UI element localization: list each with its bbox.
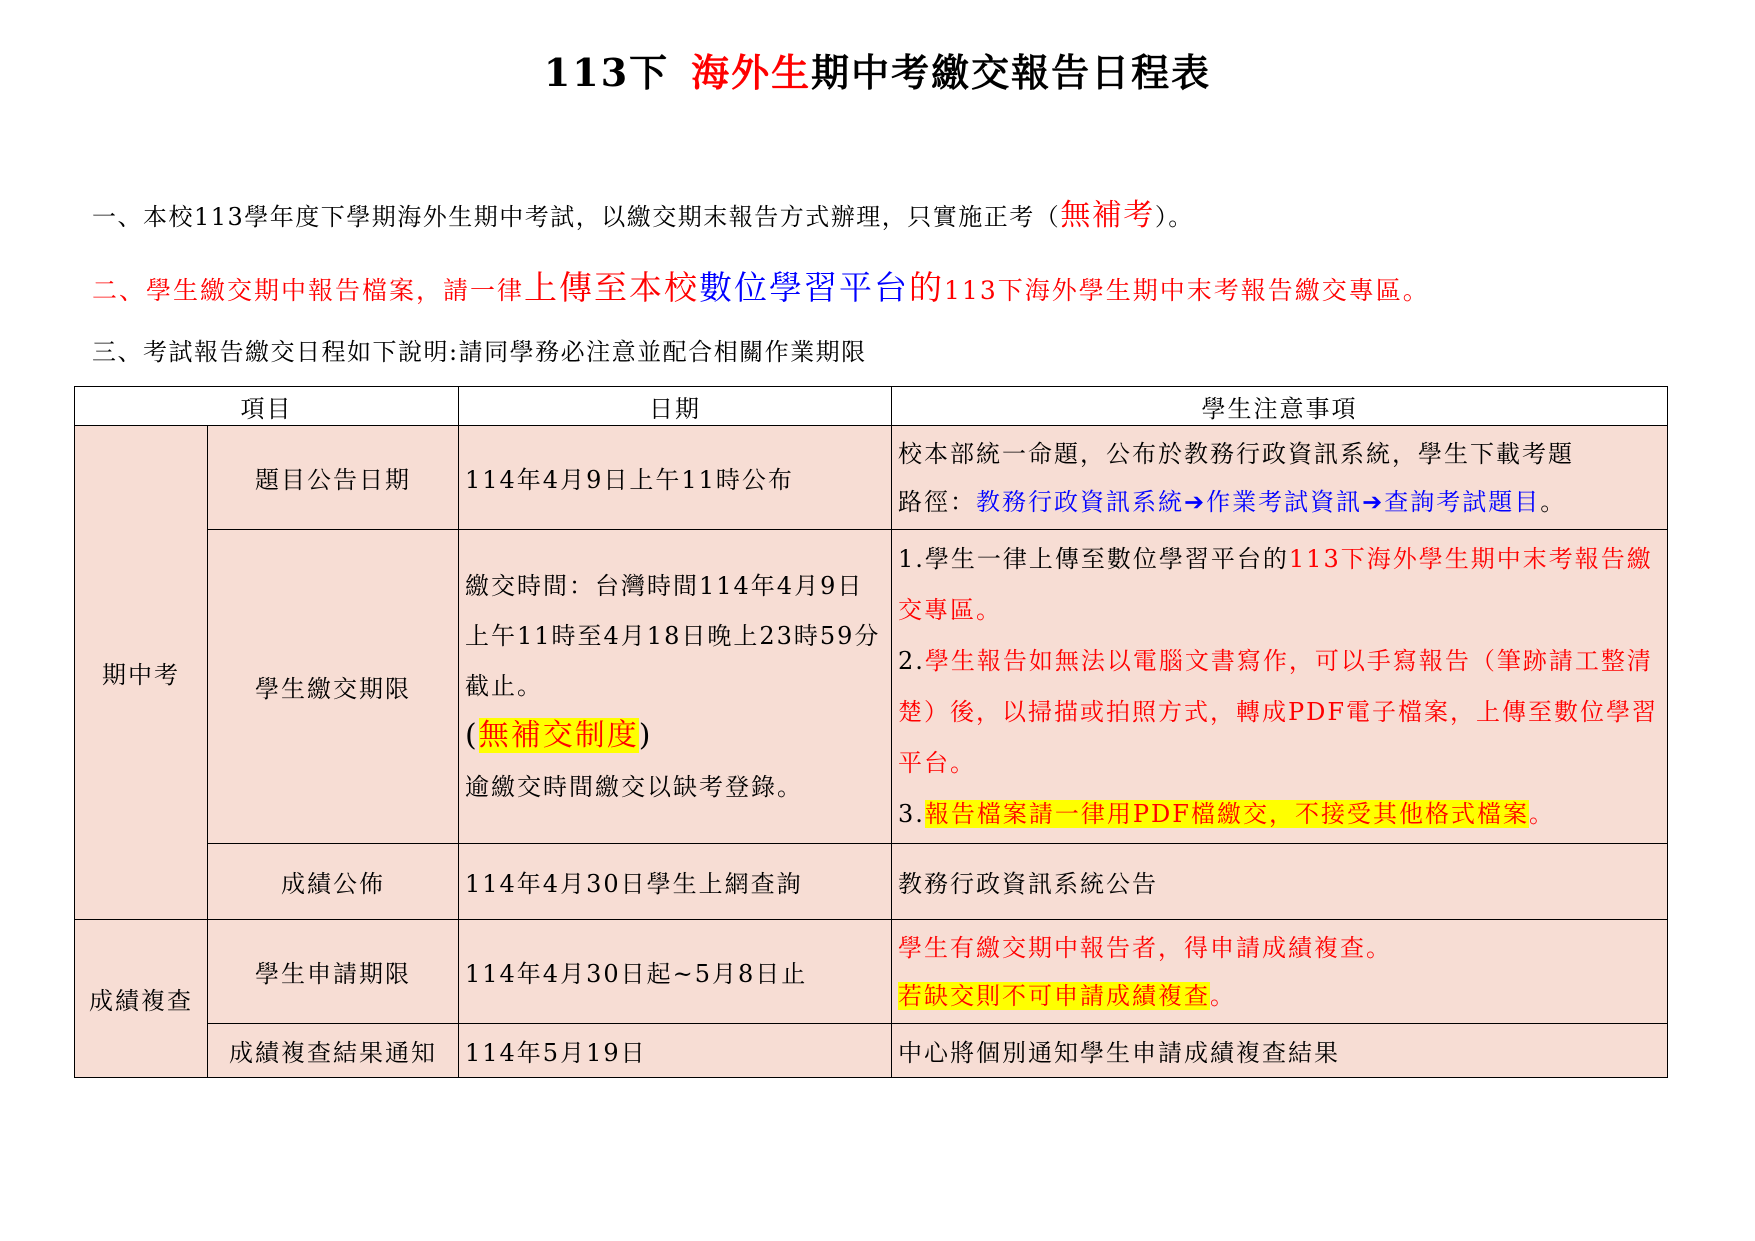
title-suffix: 期中考繳交報告日程表	[811, 50, 1212, 95]
header-notes: 學生注意事項	[892, 387, 1668, 426]
row-item: 成績公佈	[208, 844, 459, 920]
row-date: 114年5月19日	[459, 1024, 892, 1078]
pdf-only-notice: 報告檔案請一律用PDF檔繳交，不接受其他格式檔案	[924, 799, 1529, 828]
schedule-table	[74, 386, 1668, 1078]
header-date: 日期	[459, 387, 892, 426]
row-notes: 中心將個別通知學生申請成績複查結果	[892, 1024, 1668, 1078]
section-midterm: 期中考	[75, 426, 208, 920]
header-item: 項目	[75, 387, 459, 426]
no-late-submission: 無補交制度	[478, 718, 639, 753]
section-grade-review: 成績複查	[75, 920, 208, 1078]
item-one: 一、本校113學年度下學期海外生期中考試，以繳交期末報告方式辦理，只實施正考（無補考）。	[92, 198, 1194, 233]
table-row	[75, 844, 1668, 920]
row-notes: 校本部統一命題，公布於教務行政資訊系統，學生下載考題 路徑：教務行政資訊系統➔作業考試資訊➔查詢考試題目。	[892, 426, 1668, 530]
row-item: 成績複查結果通知	[208, 1024, 459, 1078]
row-date: 114年4月30日學生上網查詢	[459, 844, 892, 920]
row-date: 繳交時間：台灣時間114年4月9日上午11時至4月18日晚上23時59分截止。 (無補交制度) 逾繳交時間繳交以缺考登錄。	[459, 530, 892, 844]
platform-name: 數位學習平台	[699, 268, 910, 307]
row-item: 學生申請期限	[208, 920, 459, 1024]
item-three: 三、考試報告繳交日程如下說明:請同學務必注意並配合相關作業期限	[92, 338, 867, 366]
upload-zone-name: 113下海外學生期中末考報告繳交專區	[944, 276, 1403, 305]
table-header-row	[75, 387, 1668, 426]
row-notes: 1.學生一律上傳至數位學習平台的113下海外學生期中末考報告繳交專區。 2.學生報告如無法以電腦文書寫作，可以手寫報告（筆跡請工整清楚）後，以掃描或拍照方式，轉成PDF電子檔案，上傳至數位學習平台。 3.報告檔案請一律用PDF檔繳交，不接受其他格式檔案。	[892, 530, 1668, 844]
page-title	[0, 42, 1755, 97]
row-date: 114年4月30日起~5月8日止	[459, 920, 892, 1024]
no-review-notice: 若缺交則不可申請成績複查	[898, 981, 1210, 1010]
title-highlight: 海外生	[691, 50, 812, 95]
table-row	[75, 426, 1668, 530]
no-makeup-exam: 無補考	[1060, 198, 1155, 233]
row-date: 114年4月9日上午11時公布	[459, 426, 892, 530]
row-notes: 教務行政資訊系統公告	[892, 844, 1668, 920]
row-item: 題目公告日期	[208, 426, 459, 530]
item-two: 二、學生繳交期中報告檔案，請一律上傳至本校數位學習平台的113下海外學生期中末考報告繳交專區。	[92, 268, 1430, 307]
table-row	[75, 530, 1668, 844]
row-item: 學生繳交期限	[208, 530, 459, 844]
title-prefix: 113下	[543, 50, 670, 95]
table-row	[75, 920, 1668, 1024]
table-row	[75, 1024, 1668, 1078]
row-notes: 學生有繳交期中報告者，得申請成績複查。 若缺交則不可申請成績複查。	[892, 920, 1668, 1024]
system-path: 教務行政資訊系統➔作業考試資訊➔查詢考試題目	[976, 487, 1541, 516]
